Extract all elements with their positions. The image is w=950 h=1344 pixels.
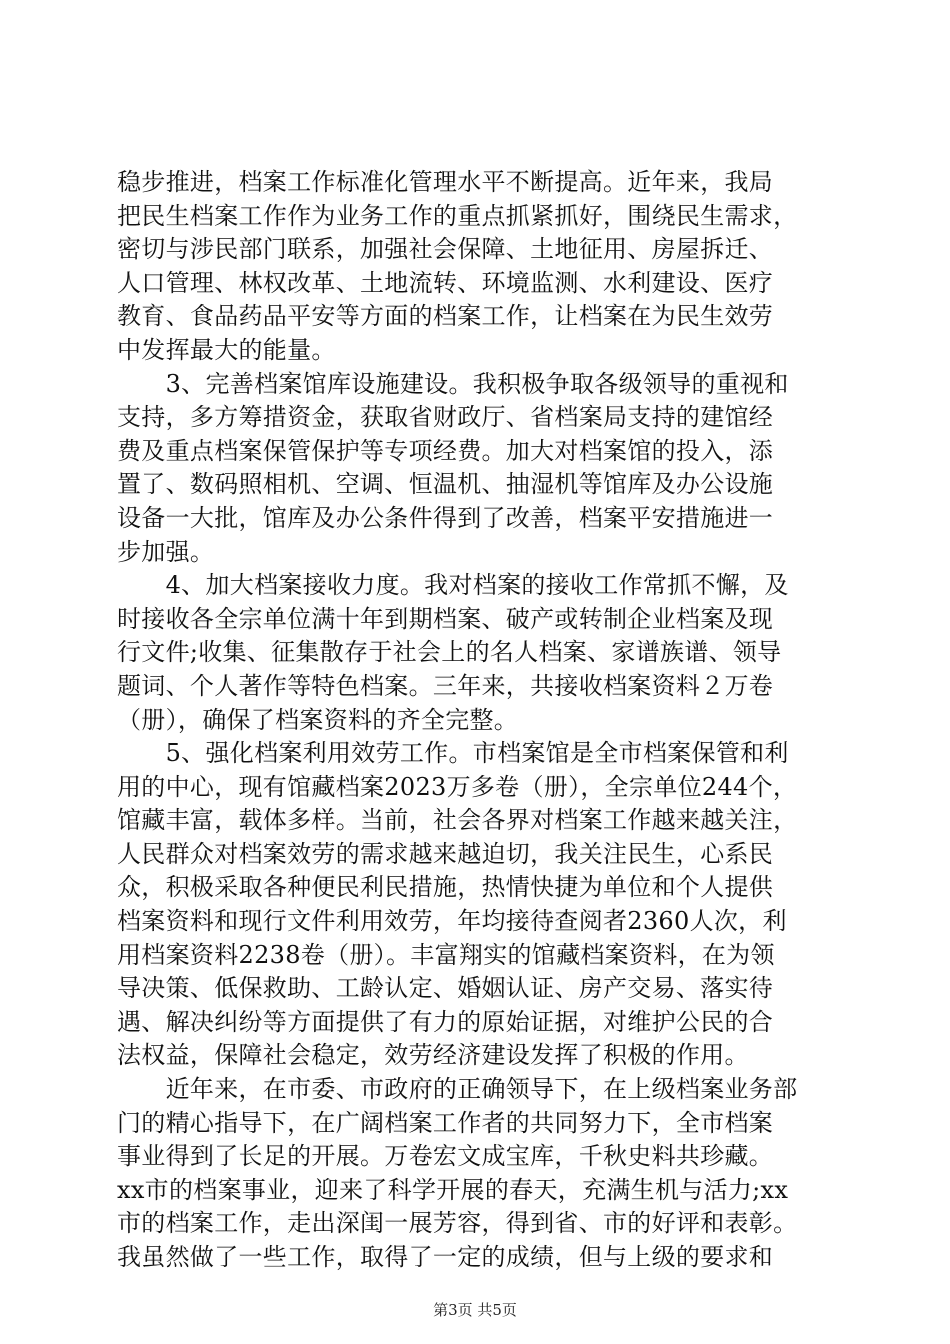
text-line: xx市的档案事业，迎来了科学开展的春天，充满生机与活力;xx <box>117 1175 789 1204</box>
text-line: 我虽然做了一些工作，取得了一定的成绩，但与上级的要求和 <box>117 1243 774 1271</box>
text-line: 门的精心指导下，在广阔档案工作者的共同努力下，全市档案 <box>117 1108 774 1137</box>
text-line: 法权益，保障社会稳定，效劳经济建设发挥了积极的作用。 <box>117 1041 749 1070</box>
text-line: 中发挥最大的能量。 <box>117 335 336 364</box>
text-line: 用档案资料2238卷（册）。丰富翔实的馆藏档案资料，在为领 <box>117 940 775 969</box>
text-line: 置了、数码照相机、空调、恒温机、抽湿机等馆库及办公设施 <box>117 470 774 499</box>
text-line: 行文件;收集、征集散存于社会上的名人档案、家谱族谱、领导 <box>117 638 782 667</box>
text-line: 档案资料和现行文件利用效劳，年均接待查阅者2360人次，利 <box>117 907 787 936</box>
text-line: 费及重点档案保管保护等专项经费。加大对档案馆的投入，添 <box>117 436 774 465</box>
text-line: 密切与涉民部门联系，加强社会保障、土地征用、房屋拆迁、 <box>117 235 774 264</box>
text-line: 人民群众对档案效劳的需求越来越迫切，我关注民生，心系民 <box>117 839 774 868</box>
text-line: 支持，多方筹措资金，获取省财政厅、省档案局支持的建馆经 <box>117 403 774 432</box>
text-line: 教育、食品药品平安等方面的档案工作，让档案在为民生效劳 <box>117 302 774 331</box>
text-line: 3、完善档案馆库设施建设。我积极争取各级领导的重视和 <box>117 369 789 398</box>
text-line: 人口管理、林权改革、土地流转、环境监测、水利建设、医疗 <box>117 268 774 297</box>
text-line: 时接收各全宗单位满十年到期档案、破产或转制企业档案及现 <box>117 604 774 633</box>
text-line: 把民生档案工作作为业务工作的重点抓紧抓好，围绕民生需求， <box>117 201 798 230</box>
text-line: 事业得到了长足的开展。万卷宏文成宝库，千秋史料共珍藏。 <box>117 1142 774 1171</box>
text-line: 5、强化档案利用效劳工作。市档案馆是全市档案保管和利 <box>117 739 789 768</box>
text-line: 馆藏丰富，载体多样。当前，社会各界对档案工作越来越关注， <box>117 806 798 835</box>
text-line: 设备一大批，馆库及办公条件得到了改善，档案平安措施进一 <box>117 503 774 532</box>
text-line: 导决策、低保救助、工龄认定、婚姻认证、房产交易、落实待 <box>117 974 774 1003</box>
document-body <box>117 166 837 1275</box>
text-line: 用的中心，现有馆藏档案2023万多卷（册），全宗单位244个， <box>117 772 798 801</box>
text-line: 步加强。 <box>117 537 215 566</box>
text-line: 遇、解决纠纷等方面提供了有力的原始证据，对维护公民的合 <box>117 1007 774 1036</box>
text-line: 近年来，在市委、市政府的正确领导下，在上级档案业务部 <box>117 1075 798 1104</box>
text-line: （册），确保了档案资料的齐全完整。 <box>117 705 519 734</box>
page-number-footer: 第3页 共5页 <box>433 1301 517 1319</box>
text-line: 市的档案工作，走出深闺一展芳容，得到省、市的好评和表彰。 <box>117 1209 798 1238</box>
text-line: 众，积极采取各种便民利民措施，热情快捷为单位和个人提供 <box>117 873 774 902</box>
text-line: 稳步推进，档案工作标准化管理水平不断提高。近年来，我局 <box>117 168 774 196</box>
text-line: 题词、个人著作等特色档案。三年来，共接收档案资料２万卷 <box>117 671 774 700</box>
text-line: 4、加大档案接收力度。我对档案的接收工作常抓不懈，及 <box>117 571 789 600</box>
